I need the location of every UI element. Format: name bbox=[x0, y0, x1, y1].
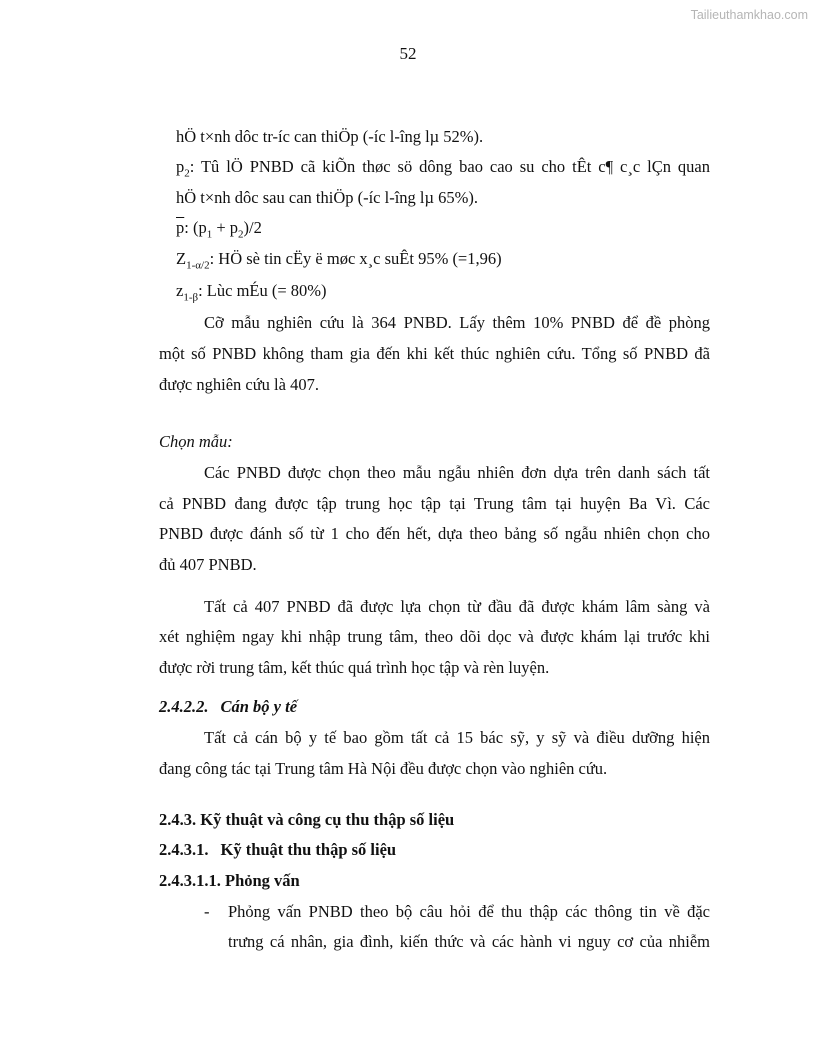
formula-line-3: hÖ t×nh dôc sau can thiÖp (-íc l-îng lµ 65%). bbox=[176, 188, 478, 207]
examination-line-2: xét nghiệm ngay khi nhập trung tâm, theo dõi dọc và được khám lại trước khi bbox=[159, 627, 710, 646]
z2-definition: : Lùc mÉu (= 80%) bbox=[198, 281, 327, 300]
p2-symbol: p bbox=[176, 157, 185, 176]
z2-symbol: z bbox=[176, 281, 184, 300]
selection-line-2: cả PNBD đang được tập trung học tập tại Trung tâm tại huyện Ba Vì. Các bbox=[159, 494, 710, 513]
bullet-marker: - bbox=[204, 902, 210, 921]
z-subscript: 1-α/2 bbox=[186, 259, 210, 272]
sample-size-line-2: một số PNBD không tham gia đến khi kết thúc nghiên cứu. Tổng số PNBD đã bbox=[159, 344, 710, 363]
section-2431-title: Kỹ thuật thu thập số liệu bbox=[220, 840, 397, 859]
health-staff-line-1: Tất cả cán bộ y tế bao gồm tất cả 15 bác sỹ, y sỹ và điều dưỡng hiện bbox=[204, 728, 710, 747]
formula-p2-line bbox=[176, 157, 710, 179]
section-243-heading: 2.4.3. Kỹ thuật và công cụ thu thập số liệu bbox=[159, 810, 455, 829]
formula-z-line bbox=[176, 249, 502, 271]
formula-z2-line bbox=[176, 281, 327, 303]
section-2422-title: Cán bộ y tế bbox=[220, 697, 298, 716]
page-number: 52 bbox=[399, 44, 417, 63]
section-24311-heading: 2.4.3.1.1. Phỏng vấn bbox=[159, 871, 300, 890]
section-2422-heading bbox=[159, 697, 297, 717]
p2-definition: : Tû lÖ PNBD cã kiÕn thøc sö dông bao cao su cho tÊt c¶ c¸c lÇn quan bbox=[189, 157, 710, 176]
formula-pbar-line bbox=[176, 218, 262, 240]
section-2431-number: 2.4.3.1. bbox=[159, 840, 209, 859]
formula-line-1: hÖ t×nh dôc tr-íc can thiÖp (-íc l-îng lµ 52%). bbox=[176, 127, 484, 146]
bullet-line-1: Phỏng vấn PNBD theo bộ câu hỏi để thu thập các thông tin về đặc bbox=[228, 902, 710, 921]
pbar-close: )/2 bbox=[243, 218, 262, 237]
health-staff-line-2: đang công tác tại Trung tâm Hà Nội đều được chọn vào nghiên cứu. bbox=[159, 759, 608, 778]
pbar-symbol: $\overline{p}$ bbox=[176, 218, 185, 237]
pbar-sub-1: 1 bbox=[206, 228, 213, 241]
pbar-open: : (p bbox=[184, 218, 207, 237]
sample-size-line-3: được nghiên cứu là 407. bbox=[159, 375, 319, 394]
z-definition: : HÖ sè tin cËy ë møc x¸c suÊt 95% (=1,96) bbox=[209, 249, 502, 268]
bullet-line-2: trưng cá nhân, gia đình, kiến thức và các hành vi nguy cơ của nhiễm bbox=[228, 932, 710, 951]
watermark: Tailieuthamkhao.com bbox=[690, 8, 808, 22]
z2-subscript: 1-β bbox=[183, 291, 199, 304]
examination-line-1: Tất cả 407 PNBD đã được lựa chọn từ đầu đã được khám lâm sàng và bbox=[204, 597, 710, 616]
selection-heading: Chọn mẫu: bbox=[159, 432, 233, 451]
selection-line-3: PNBD được đánh số từ 1 cho đến hết, dựa theo bảng số ngẫu nhiên chọn cho bbox=[159, 524, 710, 543]
section-2431-heading bbox=[159, 840, 396, 860]
examination-line-3: được rời trung tâm, kết thúc quá trình học tập và rèn luyện. bbox=[159, 658, 550, 677]
selection-line-4: đủ 407 PNBD. bbox=[159, 555, 257, 574]
selection-line-1: Các PNBD được chọn theo mẫu ngẫu nhiên đơn dựa trên danh sách tất bbox=[204, 463, 710, 482]
z-symbol: Z bbox=[176, 249, 187, 268]
p2-subscript: 2 bbox=[184, 167, 190, 180]
pbar-sub-2: 2 bbox=[238, 228, 244, 241]
pbar-plus: + p bbox=[212, 218, 239, 237]
sample-size-line-1: Cỡ mẫu nghiên cứu là 364 PNBD. Lấy thêm 10% PNBD để đề phòng bbox=[204, 313, 710, 332]
section-2422-number: 2.4.2.2. bbox=[159, 697, 209, 716]
